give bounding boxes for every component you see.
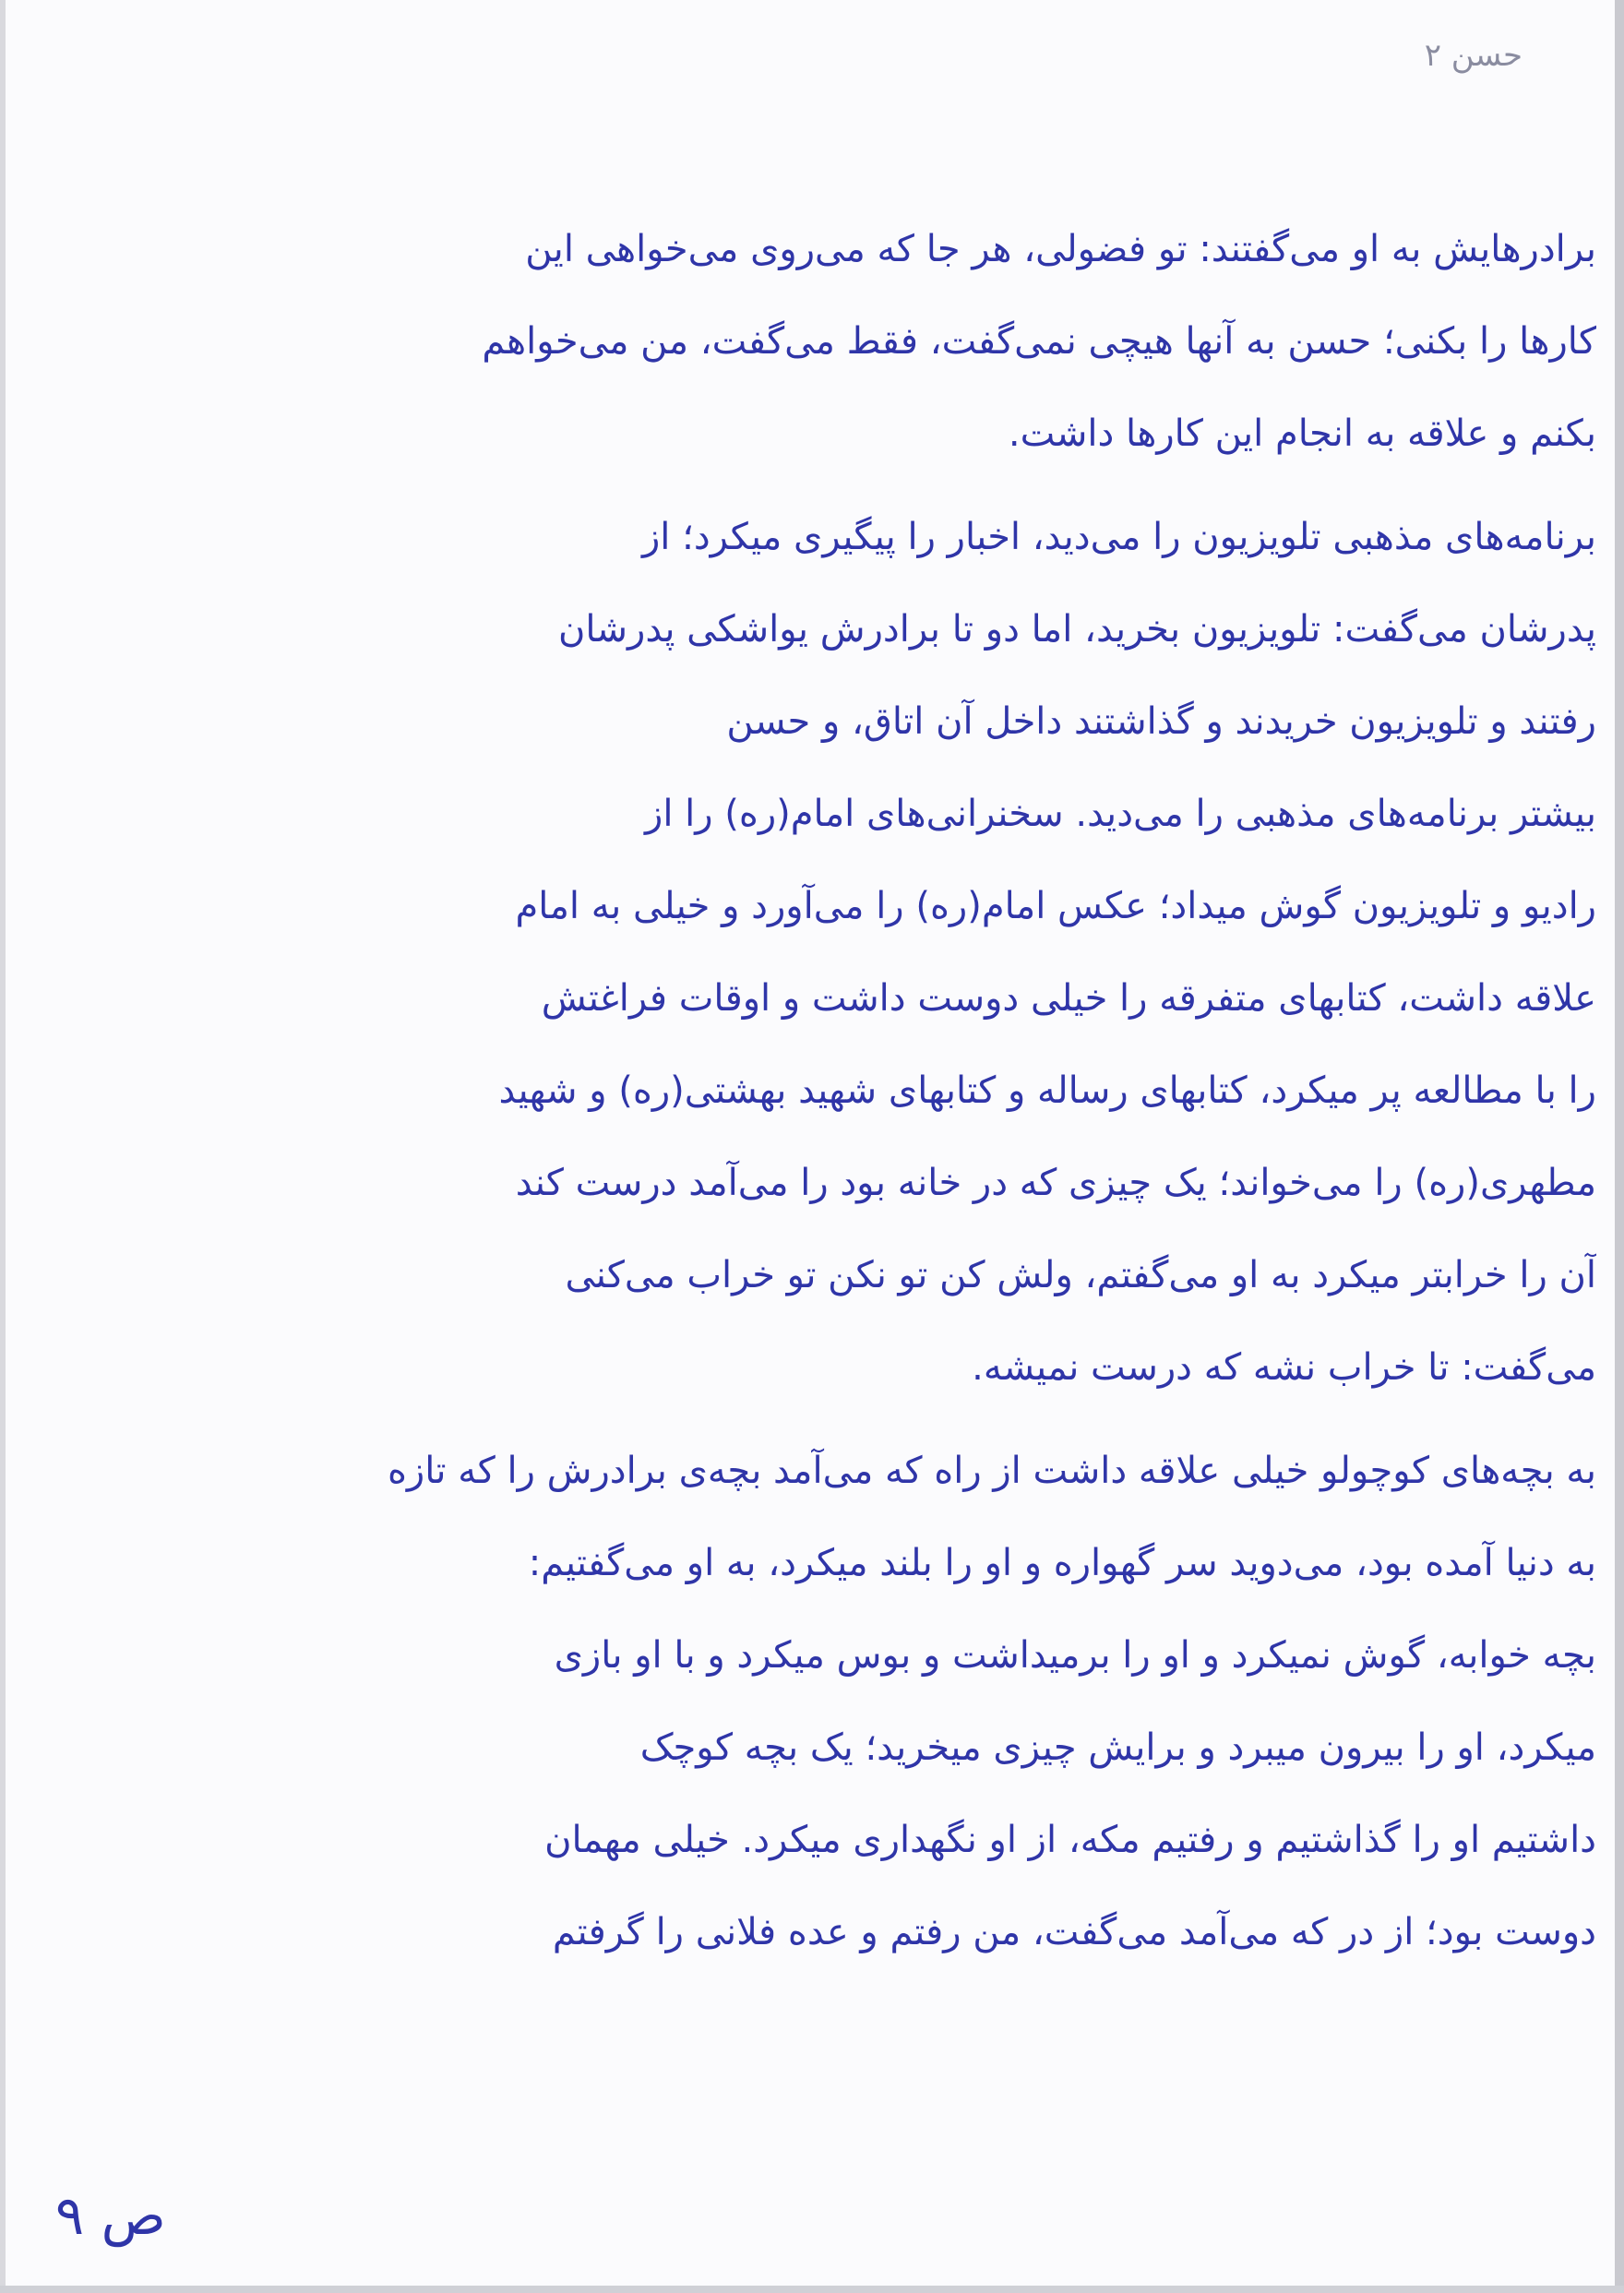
text-line: به دنیا آمده بود، می‌دوید سر گهواره و او را بلند میکرد، به او می‌گفتیم: [528,1542,1596,1584]
text-line: بچه خوابه، گوش نمیکرد و او را برمیداشت و بوس میکرد و با او بازی [554,1634,1596,1677]
paragraph-1 [28,203,1596,480]
text-line: کارها را بکنی؛ حسن به آنها هیچی نمی‌گفت، فقط می‌گفت، من می‌خواهم [482,320,1596,363]
text-line: پدرشان می‌گفت: تلویزیون بخرید، اما دو تا برادرش یواشکی پدرشان [557,608,1596,651]
paragraph-3 [28,1425,1596,1978]
text-line: به بچه‌های کوچولو خیلی علاقه داشت از راه که می‌آمد بچه‌ی برادرش را که تازه [387,1450,1596,1492]
text-line: دوست بود؛ از در که می‌آمد می‌گفت، من رفتم و عده فلانی را گرفتم [552,1911,1596,1953]
text-line: را با مطالعه پر میکرد، کتابهای رساله و کتابهای شهید بهشتی(ره) و شهید [498,1069,1596,1112]
page-number: ص ۹ [55,2184,166,2247]
text-line: بیشتر برنامه‌های مذهبی را می‌دید. سخنرانی‌های امام(ره) را از [645,793,1596,835]
text-line: می‌گفت: تا خراب نشه که درست نمیشه. [972,1346,1596,1389]
text-line: آن را خرابتر میکرد به او می‌گفتم، ولش کن تو نکن تو خراب می‌کنی [565,1254,1596,1296]
text-line: بکنم و علاقه به انجام این کارها داشت. [1008,412,1596,455]
text-line: میکرد، او را بیرون میبرد و برایش چیزی میخرید؛ یک بچه کوچک [639,1726,1596,1769]
corner-mark: حسن ۲ [1424,37,1522,74]
text-line: برنامه‌های مذهبی تلویزیون را می‌دید، اخبار را پیگیری میکرد؛ از [641,516,1596,558]
paper-edge-left [0,0,6,2293]
paper-edge-right [1615,0,1624,2293]
paper-edge-bottom [0,2286,1624,2293]
text-line: برادرهایش به او می‌گفتند: تو فضولی، هر جا که می‌روی می‌خواهی این [525,228,1596,270]
text-line: رفتند و تلویزیون خریدند و گذاشتند داخل آن اتاق، و حسن [726,700,1596,743]
text-line: علاقه داشت، کتابهای متفرقه را خیلی دوست داشت و اوقات فراغتش [541,977,1596,1020]
paragraph-2 [28,491,1596,1414]
handwritten-text [28,203,1596,1978]
text-line: رادیو و تلویزیون گوش میداد؛ عکس امام(ره) را می‌آورد و خیلی به امام [515,885,1596,927]
text-line: داشتیم او را گذاشتیم و رفتیم مکه، از او نگهداری میکرد. خیلی مهمان [544,1819,1596,1861]
text-line: مطهری(ره) را می‌خواند؛ یک چیزی که در خانه بود را می‌آمد درست کند [515,1162,1596,1204]
